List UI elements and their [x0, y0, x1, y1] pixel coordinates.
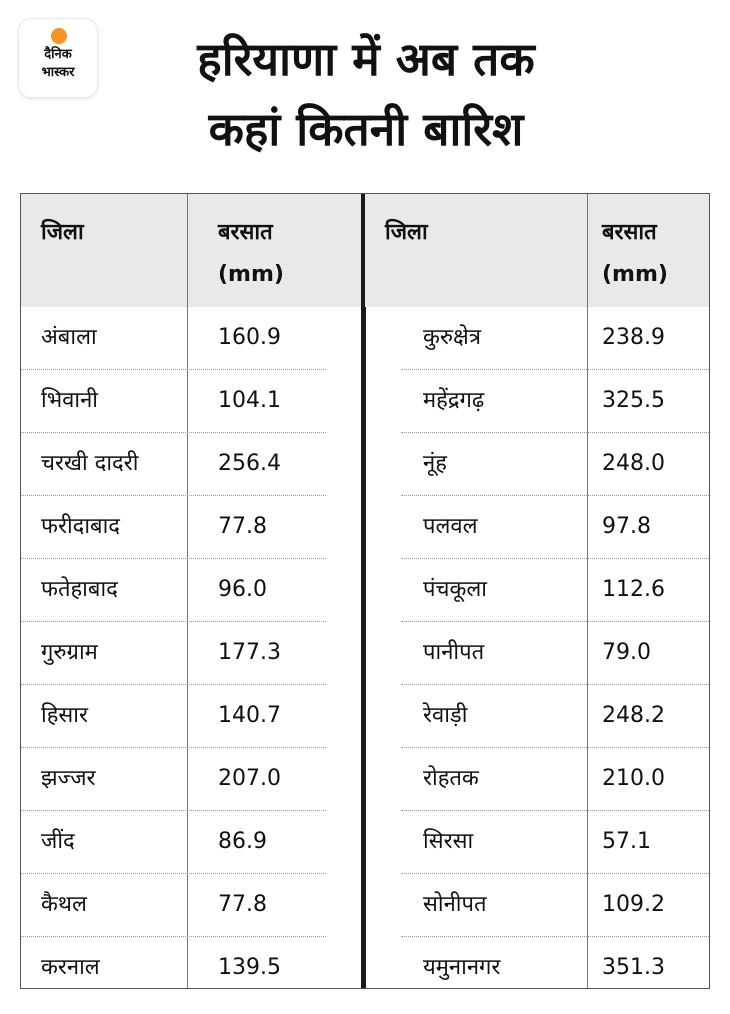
table-row	[21, 748, 326, 811]
brand-name-line1: दैनिक	[44, 47, 72, 62]
district-name: गुरुग्राम	[41, 640, 98, 665]
district-name: सोनीपत	[423, 892, 487, 917]
header-rainfall-label: बरसात	[602, 220, 657, 245]
table-left-half	[21, 194, 362, 988]
rainfall-table	[20, 193, 710, 989]
district-name: फरीदाबाद	[41, 514, 120, 539]
brand-name-line2: भास्कर	[41, 65, 75, 80]
table-row	[21, 874, 326, 937]
table-row	[401, 433, 709, 496]
rainfall-value: 79.0	[602, 640, 651, 665]
rainfall-value: 57.1	[602, 829, 651, 854]
rainfall-value: 112.6	[602, 577, 665, 602]
district-name: हिसार	[41, 703, 88, 728]
district-name: भिवानी	[41, 388, 99, 413]
table-row	[21, 685, 326, 748]
district-name: फतेहाबाद	[41, 577, 118, 602]
table-row	[21, 496, 326, 559]
district-name: चरखी दादरी	[41, 451, 139, 476]
table-body-right	[365, 307, 709, 999]
rainfall-value: 248.0	[602, 451, 665, 476]
rainfall-value: 104.1	[218, 388, 281, 413]
table-row	[21, 559, 326, 622]
rainfall-value: 77.8	[218, 514, 267, 539]
table-row	[21, 370, 326, 433]
rainfall-value: 109.2	[602, 892, 665, 917]
rainfall-value: 86.9	[218, 829, 267, 854]
rainfall-value: 140.7	[218, 703, 281, 728]
table-row	[401, 874, 709, 937]
table-row	[401, 496, 709, 559]
table-header	[21, 194, 362, 307]
header-rainfall	[218, 212, 338, 296]
table-row	[401, 370, 709, 433]
rainfall-value: 177.3	[218, 640, 281, 665]
header-district: जिला	[385, 220, 428, 245]
table-row	[21, 433, 326, 496]
district-name: पानीपत	[423, 640, 485, 665]
district-name: रोहतक	[423, 766, 479, 791]
rainfall-value: 97.8	[602, 514, 651, 539]
table-row	[21, 811, 326, 874]
rainfall-value: 351.3	[602, 955, 665, 980]
header-rainfall	[602, 212, 722, 296]
district-name: करनाल	[41, 955, 100, 980]
district-name: सिरसा	[423, 829, 474, 854]
table-row	[401, 559, 709, 622]
district-name: कैथल	[41, 892, 87, 917]
rainfall-value: 238.9	[602, 325, 665, 350]
table-row	[401, 685, 709, 748]
rainfall-value: 139.5	[218, 955, 281, 980]
table-row	[21, 622, 326, 685]
table-body-left	[21, 307, 362, 999]
table-header	[365, 194, 709, 307]
sun-icon	[51, 28, 67, 44]
district-name: यमुनानगर	[423, 955, 501, 980]
table-row	[401, 307, 709, 370]
district-name: अंबाला	[41, 325, 97, 350]
rainfall-value: 96.0	[218, 577, 267, 602]
page-title-line2: कहां कितनी बारिश	[208, 102, 524, 156]
rainfall-value: 207.0	[218, 766, 281, 791]
header-rainfall-unit: (mm)	[218, 262, 284, 287]
header-district: जिला	[41, 220, 84, 245]
brand-logo	[19, 19, 97, 97]
rainfall-value: 248.2	[602, 703, 665, 728]
district-name: पंचकूला	[423, 577, 487, 602]
rainfall-value: 325.5	[602, 388, 665, 413]
table-row	[401, 622, 709, 685]
district-name: कुरुक्षेत्र	[423, 325, 481, 350]
district-name: झज्जर	[41, 766, 96, 791]
rainfall-value: 256.4	[218, 451, 281, 476]
district-name: पलवल	[423, 514, 478, 539]
page-title-line1: हरियाणा में अब तक	[197, 32, 535, 86]
table-row	[21, 937, 326, 999]
district-name: महेंद्रगढ़	[423, 388, 485, 413]
table-row	[401, 811, 709, 874]
rainfall-value: 77.8	[218, 892, 267, 917]
header-rainfall-label: बरसात	[218, 220, 273, 245]
header-rainfall-unit: (mm)	[602, 262, 668, 287]
table-row	[21, 307, 326, 370]
district-name: रेवाड़ी	[423, 703, 468, 728]
rainfall-value: 210.0	[602, 766, 665, 791]
rainfall-value: 160.9	[218, 325, 281, 350]
table-row	[401, 748, 709, 811]
table-row	[401, 937, 709, 999]
table-right-half	[365, 194, 709, 988]
district-name: नूंह	[423, 451, 447, 476]
district-name: जींद	[41, 829, 75, 854]
